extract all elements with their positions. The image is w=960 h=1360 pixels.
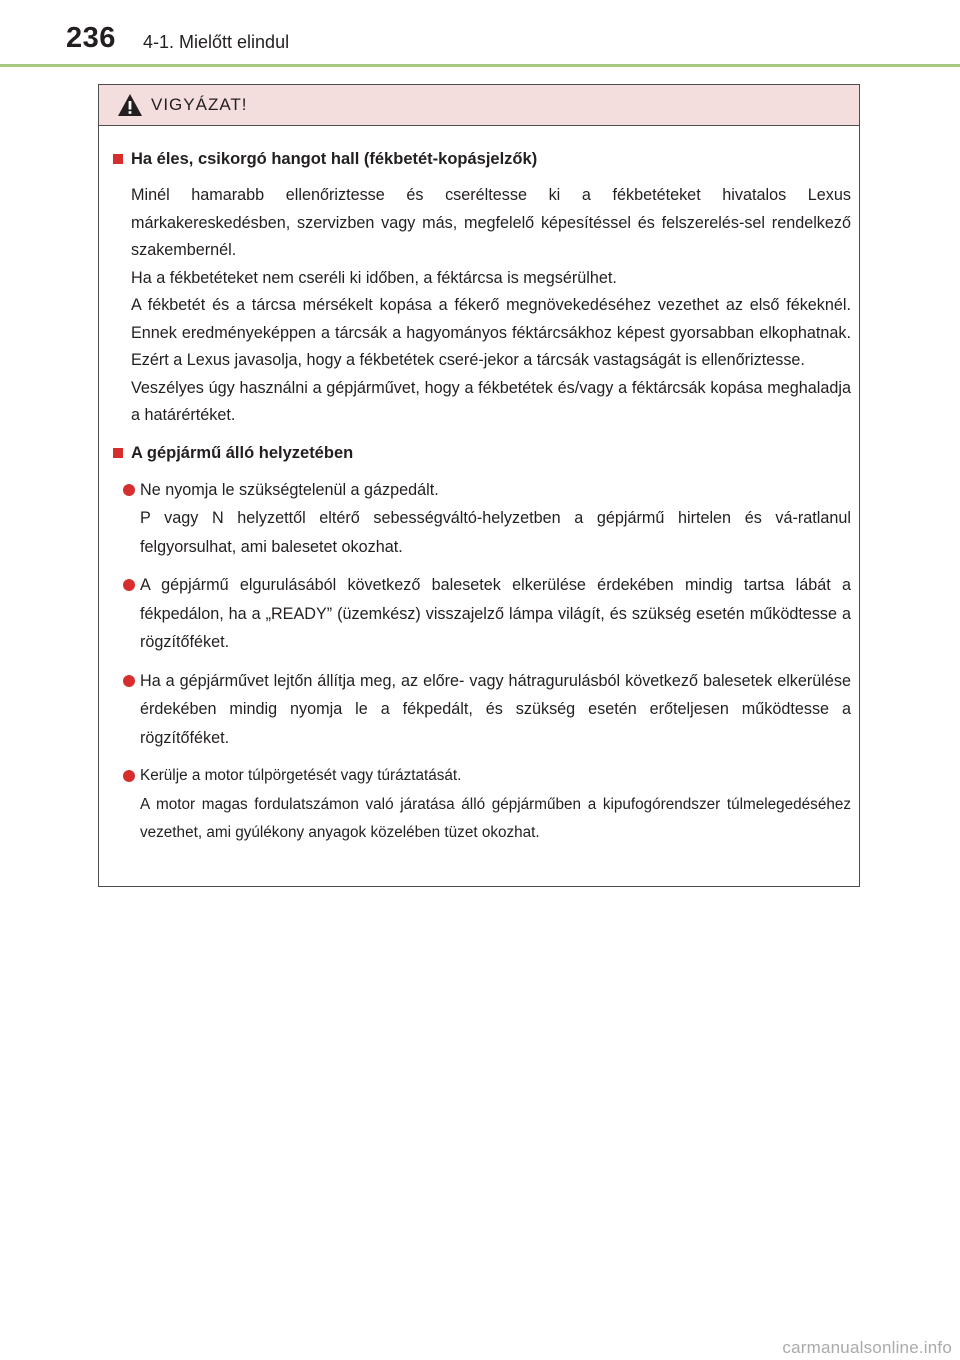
header-rule: [0, 64, 960, 67]
warning-box: [98, 84, 860, 887]
round-bullet-icon: [123, 484, 135, 496]
section-heading-text: A gépjármű álló helyzetében: [131, 443, 354, 462]
bullet-line: A gépjármű elgurulásából következő balesetek elkerülése érdekében mindig tartsa lábát a fékpedálon, ha a „READY” (üzemkész) visszajelző lámpa világít, és szükség esetén működtesse a rögzítőféket.: [140, 576, 851, 651]
paragraph: Veszélyes úgy használni a gépjárművet, hogy a fékbetétek és/vagy a féktárcsák kopása meghaladja a határértéket.: [131, 378, 851, 424]
square-bullet-icon: [113, 154, 123, 164]
bullet-line: Kerülje a motor túlpörgetését vagy túráztatását.: [140, 767, 462, 784]
bullet-item: [123, 476, 851, 562]
bullet-line: Ne nyomja le szükségtelenül a gázpedált.: [140, 480, 439, 499]
section-title: 4-1. Mielőtt elindul: [143, 32, 290, 52]
bullet-item: [123, 667, 851, 753]
section-heading-text: Ha éles, csikorgó hangot hall (fékbetét-kopásjelzők): [131, 150, 538, 168]
round-bullet-icon: [123, 770, 135, 782]
paragraph: Minél hamarabb ellenőriztesse és cseréltesse ki a fékbetéteket hivatalos Lexus márkakereskedésben, szervizben vagy más, megfelelő képesítéssel és felszerelés-sel rendelkező szakembernél.: [131, 186, 851, 259]
warning-header: [99, 85, 859, 126]
round-bullet-icon: [123, 579, 135, 591]
paragraph: Ha a fékbetéteket nem cseréli ki időben, a féktárcsa is megsérülhet.: [131, 268, 617, 287]
bullet-line: A motor magas fordulatszámon való járatása álló gépjárműben a kipufogórendszer túlmelegedéséhez vezethet, ami gyúlékony anyagok közelében tüzet okozhat.: [140, 795, 851, 841]
section-heading: [113, 440, 851, 466]
warning-triangle-icon: [117, 93, 143, 117]
page-number: 236: [66, 22, 116, 54]
bullet-line: Ha a gépjárművet lejtőn állítja meg, az előre- vagy hátragurulásból következő balesetek elkerülése érdekében mindig nyomja le a fékpedált, és szükség esetén erőteljesen működtesse a rögzítőféket.: [140, 671, 851, 747]
paragraph: A fékbetét és a tárcsa mérsékelt kopása a fékerő megnövekedéséhez vezethet az első fékeknél. Ennek eredményeképpen a tárcsák a hagyományos féktárcsákhoz képest gyorsabban elkophatnak. Ezért a Lexus javasolja, hogy a fékbetétek cseré-jekor a tárcsák vastagságát is ellenőriztesse.: [131, 296, 851, 369]
watermark: carmanualsonline.info: [782, 1338, 952, 1357]
warning-body: [99, 126, 859, 848]
section-heading: [113, 146, 851, 172]
round-bullet-icon: [123, 675, 135, 687]
square-bullet-icon: [113, 448, 123, 458]
bullet-item: [123, 571, 851, 657]
bullet-line: P vagy N helyzettől eltérő sebességváltó-helyzetben a gépjármű hirtelen és vá-ratlanul felgyorsulhat, ami balesetet okozhat.: [140, 509, 851, 556]
bullet-item: [123, 762, 851, 848]
warning-title: VIGYÁZAT!: [151, 95, 248, 114]
